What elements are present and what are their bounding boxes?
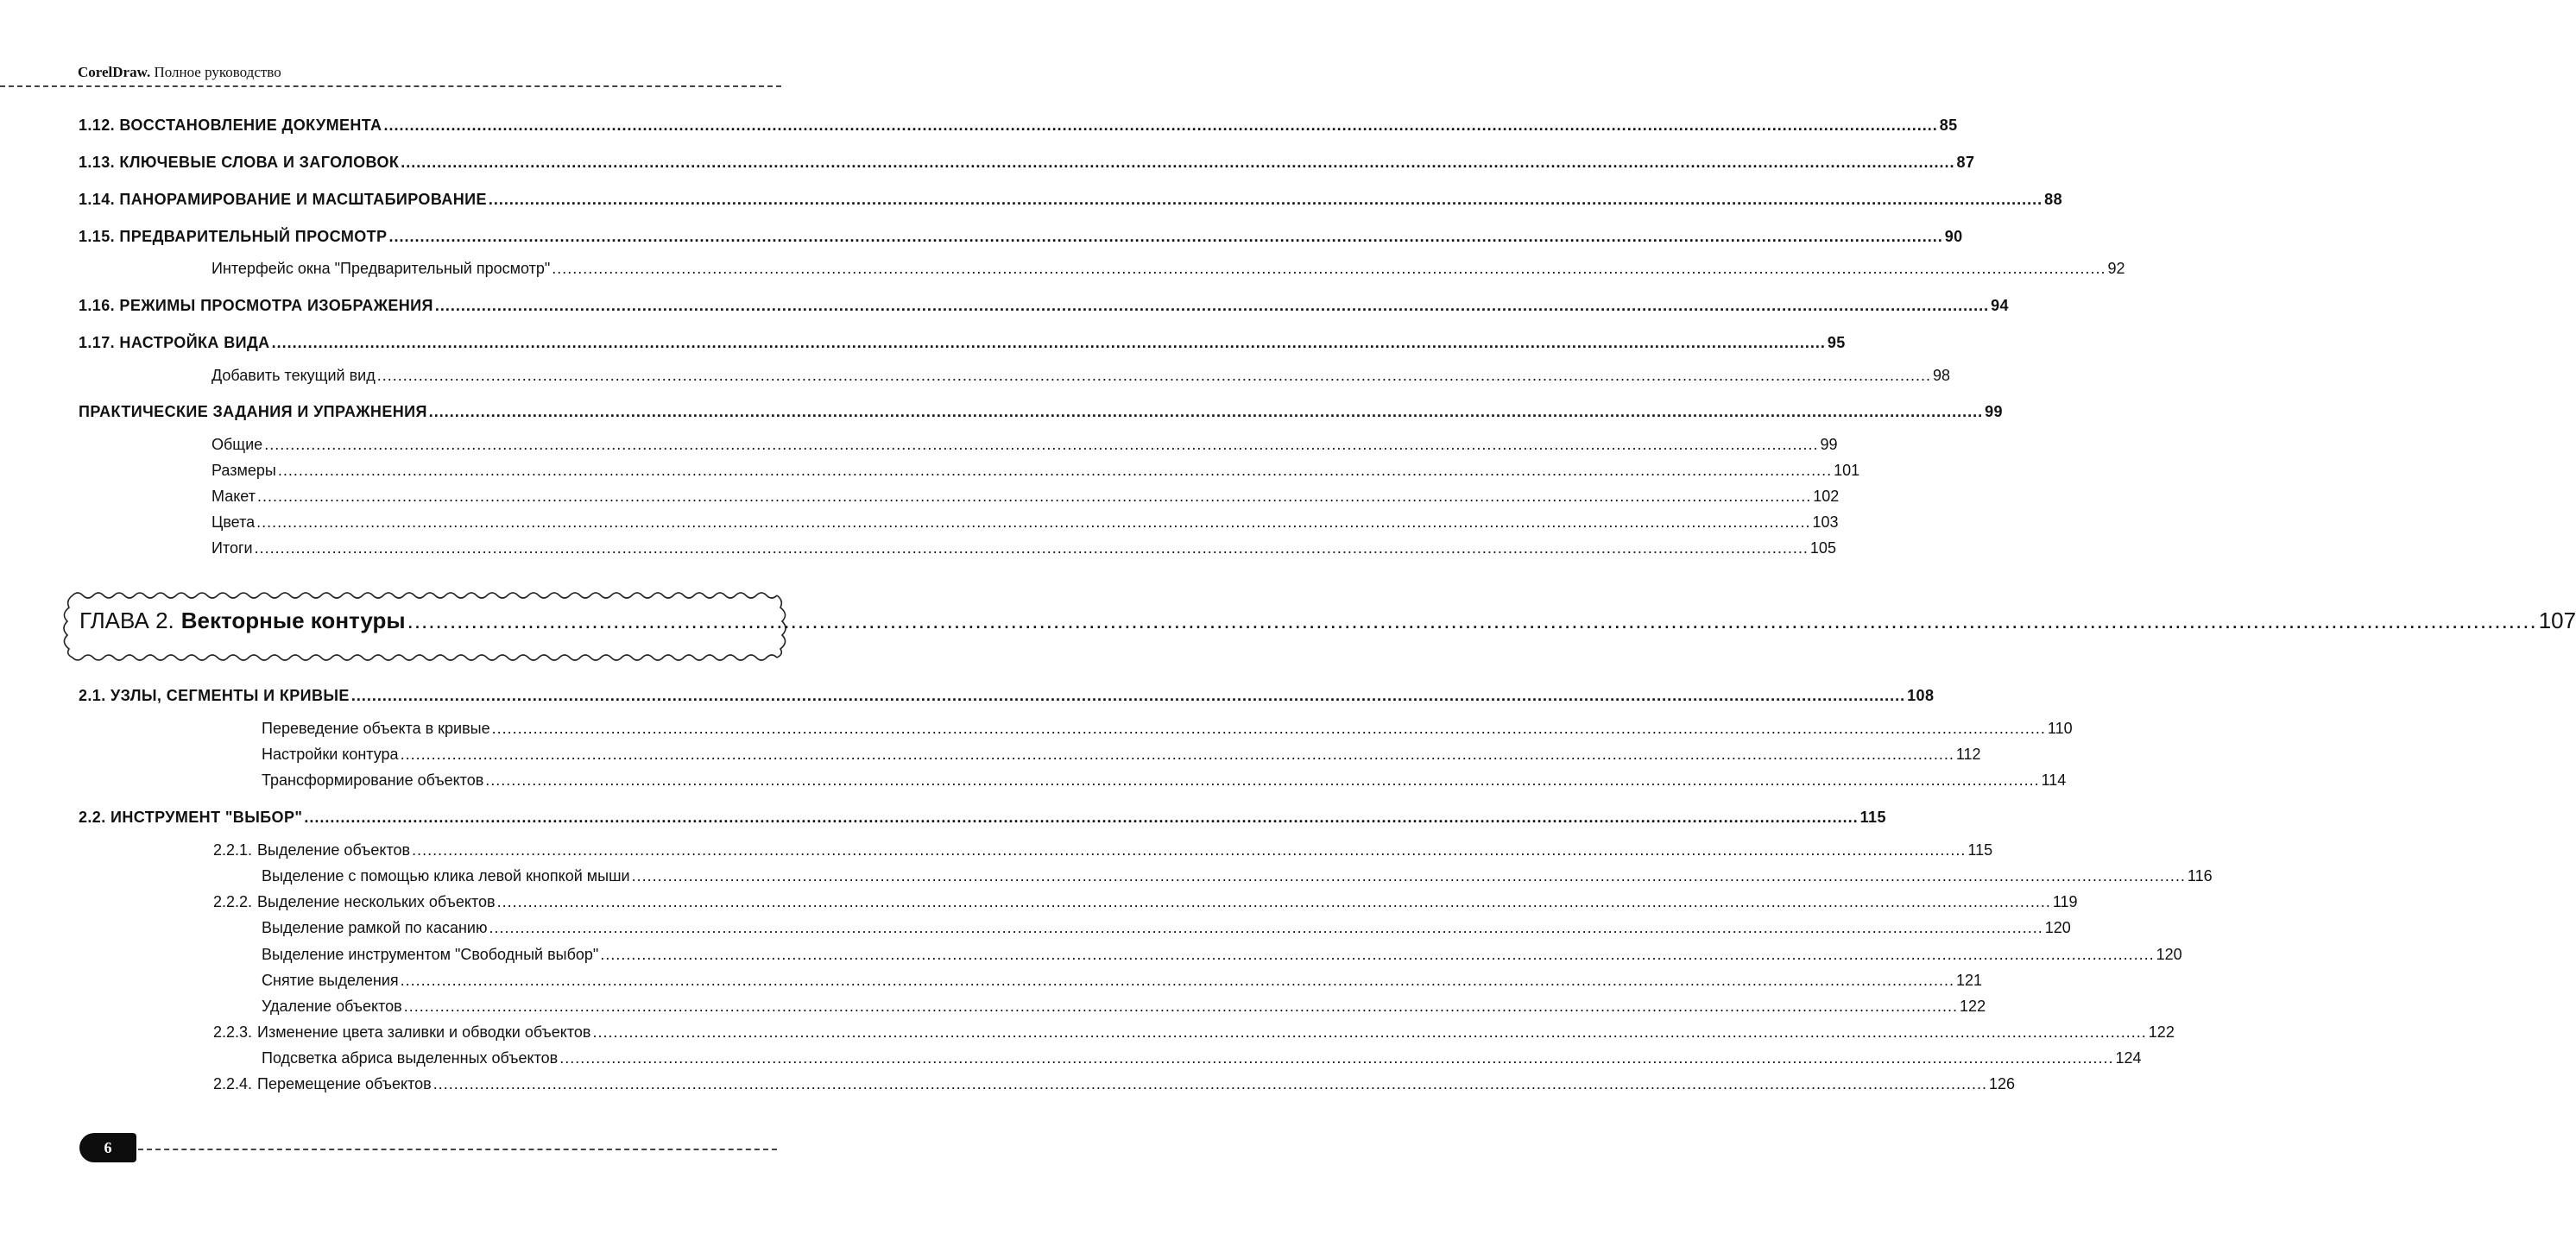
dot-leader: ............................................................................................................................................................................................................................................................................................................ bbox=[383, 116, 1938, 134]
toc-entry-label: 1.16. РЕЖИМЫ ПРОСМОТРА ИЗОБРАЖЕНИЯ bbox=[79, 297, 433, 314]
toc-entry-number: 2.2.2. bbox=[213, 893, 253, 910]
toc-entry-number: 2.2.3. bbox=[213, 1023, 253, 1041]
dot-leader: ............................................................................................................................................................................................................................................................................................................ bbox=[400, 972, 1954, 989]
toc-entry[interactable] bbox=[79, 116, 1958, 135]
dot-leader: ............................................................................................................................................................................................................................................................................................................ bbox=[401, 154, 1955, 171]
toc-entry-label: Размеры bbox=[212, 462, 276, 479]
toc-subentry[interactable] bbox=[262, 919, 2071, 937]
running-header bbox=[78, 64, 281, 81]
dot-leader: ............................................................................................................................................................................................................................................................................................................ bbox=[434, 297, 1990, 314]
toc-entry-page: 122 bbox=[1960, 998, 1986, 1015]
toc-entry-label: 1.13. КЛЮЧЕВЫЕ СЛОВА И ЗАГОЛОВОК bbox=[79, 154, 400, 171]
toc-entry-label: Выделение рамкой по касанию bbox=[262, 919, 488, 936]
dot-leader: ............................................................................................................................................................................................................................................................................................................ bbox=[428, 403, 1984, 420]
toc-entry-label: ПРАКТИЧЕСКИЕ ЗАДАНИЯ И УПРАЖНЕНИЯ bbox=[79, 403, 427, 420]
toc-entry-page: 124 bbox=[2115, 1049, 2142, 1067]
toc-subentry[interactable] bbox=[262, 720, 2073, 738]
dot-leader: ............................................................................................................................................................................................................................................................................................................ bbox=[403, 998, 1959, 1015]
page-number-badge: 6 bbox=[79, 1133, 136, 1162]
toc-entry-label: Удаление объектов bbox=[262, 998, 402, 1015]
toc-entry-label: Выделение с помощью клика левой кнопкой мыши bbox=[262, 867, 630, 885]
toc-entry-page: 110 bbox=[2047, 720, 2073, 737]
toc-entry-label: Выделение нескольких объектов bbox=[257, 893, 496, 910]
toc-entry-label: Изменение цвета заливки и обводки объектов bbox=[257, 1023, 591, 1041]
dot-leader: ............................................................................................................................................................................................................................................................................................................ bbox=[350, 687, 1906, 704]
toc-entry[interactable] bbox=[79, 154, 1975, 172]
toc-entry-page: 119 bbox=[2052, 893, 2078, 910]
toc-entry-page: 103 bbox=[1812, 513, 1839, 531]
toc-entry-page: 126 bbox=[1989, 1075, 2016, 1092]
toc-entry-page: 88 bbox=[2044, 191, 2062, 208]
chapter-heading[interactable] bbox=[79, 608, 2576, 634]
toc-subentry[interactable] bbox=[213, 893, 2078, 911]
toc-subentry[interactable] bbox=[262, 998, 1986, 1016]
toc-entry-number: 2.2.4. bbox=[213, 1075, 253, 1092]
toc-entry-label: Настройки контура bbox=[262, 746, 399, 763]
toc-entry[interactable] bbox=[79, 687, 1935, 705]
toc-entry-label: Перемещение объектов bbox=[257, 1075, 432, 1092]
toc-entry-page: 101 bbox=[1834, 462, 1860, 479]
dot-leader: ............................................................................................................................................................................................................................................................................................................ bbox=[264, 436, 1819, 453]
dot-leader: ............................................................................................................................................................................................................................................................................................................ bbox=[631, 867, 2186, 885]
dot-leader: ............................................................................................................................................................................................................................................................................................................ bbox=[600, 946, 2155, 963]
toc-entry-page: 112 bbox=[1955, 746, 1981, 763]
toc-subentry[interactable] bbox=[212, 488, 1840, 506]
toc-entry-label: Переведение объекта в кривые bbox=[262, 720, 490, 737]
toc-subentry[interactable] bbox=[262, 867, 2213, 885]
toc-entry-label: 1.12. ВОССТАНОВЛЕНИЕ ДОКУМЕНТА bbox=[79, 116, 382, 134]
dot-leader: ............................................................................................................................................................................................................................................................................................................ bbox=[254, 539, 1809, 557]
toc-subentry[interactable] bbox=[212, 367, 1951, 385]
dot-leader: ............................................................................................................................................................................................................................................................................................................ bbox=[277, 462, 1833, 479]
toc-entry-label: Цвета bbox=[212, 513, 256, 531]
dot-leader: ............................................................................................................................................................................................................................................................................................................ bbox=[388, 228, 1943, 245]
toc-entry-label: Выделение объектов bbox=[257, 841, 411, 859]
toc-entry-label: 2.2. ИНСТРУМЕНТ "ВЫБОР" bbox=[79, 809, 303, 826]
toc-subentry[interactable] bbox=[262, 946, 2182, 964]
header-brand: CorelDraw. bbox=[78, 64, 151, 80]
toc-subentry[interactable] bbox=[212, 462, 1860, 480]
toc-entry-page: 116 bbox=[2187, 867, 2213, 885]
toc-entry-page: 122 bbox=[2148, 1023, 2175, 1041]
toc-subentry[interactable] bbox=[212, 513, 1839, 532]
chapter-title: Векторные контуры bbox=[180, 608, 406, 633]
toc-subentry[interactable] bbox=[213, 1075, 2016, 1093]
toc-subentry[interactable] bbox=[262, 771, 2067, 790]
toc-entry-page: 90 bbox=[1944, 228, 1963, 245]
toc-entry-page: 98 bbox=[1933, 367, 1951, 384]
toc-entry-label: 1.17. НАСТРОЙКА ВИДА bbox=[79, 334, 270, 351]
toc-subentry[interactable] bbox=[212, 260, 2125, 278]
toc-entry-page: 121 bbox=[1955, 972, 1983, 989]
toc-entry-label: Выделение инструментом "Свободный выбор" bbox=[262, 946, 599, 963]
toc-entry-page: 115 bbox=[1967, 841, 1993, 859]
toc-entry-label: 1.14. ПАНОРАМИРОВАНИЕ И МАСШТАБИРОВАНИЕ bbox=[79, 191, 487, 208]
toc-subentry[interactable] bbox=[262, 1049, 2142, 1067]
header-divider bbox=[0, 85, 781, 87]
dot-leader: ............................................................................................................................................................................................................................................................................................................ bbox=[400, 746, 1954, 763]
toc-entry-label: 2.1. УЗЛЫ, СЕГМЕНТЫ И КРИВЫЕ bbox=[79, 687, 350, 704]
dot-leader: ............................................................................................................................................................................................................................................................................................................ bbox=[489, 919, 2043, 936]
toc-entry-label: Общие bbox=[212, 436, 263, 453]
dot-leader: ............................................................................................................................................................................................................................................................................................................ bbox=[407, 608, 2537, 633]
dot-leader: ............................................................................................................................................................................................................................................................................................................ bbox=[485, 771, 2040, 789]
toc-entry-page: 85 bbox=[1939, 116, 1958, 134]
toc-entry-page: 105 bbox=[1809, 539, 1836, 557]
dot-leader: ............................................................................................................................................................................................................................................................................................................ bbox=[271, 334, 1826, 351]
toc-entry-label: Макет bbox=[212, 488, 256, 505]
toc-entry-page: 99 bbox=[1985, 403, 2003, 420]
toc-entry-label: Итоги bbox=[212, 539, 253, 557]
toc-entry-label: 1.15. ПРЕДВАРИТЕЛЬНЫЙ ПРОСМОТР bbox=[79, 228, 388, 245]
toc-entry-page: 114 bbox=[2041, 771, 2067, 789]
toc-subentry[interactable] bbox=[212, 436, 1838, 454]
dot-leader: ............................................................................................................................................................................................................................................................................................................ bbox=[412, 841, 1967, 859]
toc-entry[interactable] bbox=[79, 191, 2062, 209]
toc-entry-page: 120 bbox=[2044, 919, 2071, 936]
toc-subentry[interactable] bbox=[262, 972, 1983, 990]
toc-entry-page: 102 bbox=[1813, 488, 1840, 505]
dot-leader: ............................................................................................................................................................................................................................................................................................................ bbox=[488, 191, 2043, 208]
toc-entry[interactable] bbox=[79, 403, 2003, 421]
toc-entry-label: Интерфейс окна "Предварительный просмотр" bbox=[212, 260, 551, 277]
toc-entry-page: 115 bbox=[1859, 809, 1886, 826]
toc-subentry[interactable] bbox=[212, 539, 1836, 557]
toc-entry[interactable] bbox=[79, 228, 1963, 246]
dot-leader: ............................................................................................................................................................................................................................................................................................................ bbox=[432, 1075, 1987, 1092]
chapter-page: 107 bbox=[2538, 608, 2576, 633]
chapter-prefix: ГЛАВА 2. bbox=[79, 608, 174, 633]
toc-entry-label: Подсветка абриса выделенных объектов bbox=[262, 1049, 559, 1067]
toc-entry-page: 108 bbox=[1907, 687, 1935, 704]
toc-entry-page: 87 bbox=[1956, 154, 1975, 171]
toc-subentry[interactable] bbox=[262, 746, 1981, 764]
dot-leader: ............................................................................................................................................................................................................................................................................................................ bbox=[552, 260, 2106, 277]
dot-leader: ............................................................................................................................................................................................................................................................................................................ bbox=[304, 809, 1859, 826]
toc-entry-label: Снятие выделения bbox=[262, 972, 399, 989]
toc-entry-page: 120 bbox=[2156, 946, 2182, 963]
dot-leader: ............................................................................................................................................................................................................................................................................................................ bbox=[592, 1023, 2147, 1041]
toc-subentry[interactable] bbox=[213, 1023, 2175, 1042]
toc-entry-label: Добавить текущий вид bbox=[212, 367, 376, 384]
toc-entry-page: 94 bbox=[1991, 297, 2009, 314]
toc-entry[interactable] bbox=[79, 297, 2009, 315]
toc-entry-page: 92 bbox=[2107, 260, 2125, 277]
dot-leader: ............................................................................................................................................................................................................................................................................................................ bbox=[496, 893, 2051, 910]
toc-entry-label: Трансформирование объектов bbox=[262, 771, 484, 789]
toc-entry-page: 99 bbox=[1820, 436, 1838, 453]
header-subtitle: Полное руководство bbox=[154, 64, 281, 80]
dot-leader: ............................................................................................................................................................................................................................................................................................................ bbox=[256, 513, 1811, 531]
toc-entry-page: 95 bbox=[1827, 334, 1846, 351]
dot-leader: ............................................................................................................................................................................................................................................................................................................ bbox=[376, 367, 1932, 384]
toc-subentry[interactable] bbox=[213, 841, 1993, 859]
footer-divider bbox=[138, 1149, 777, 1150]
toc-entry[interactable] bbox=[79, 334, 1846, 352]
dot-leader: ............................................................................................................................................................................................................................................................................................................ bbox=[559, 1049, 2114, 1067]
dot-leader: ............................................................................................................................................................................................................................................................................................................ bbox=[256, 488, 1812, 505]
toc-entry[interactable] bbox=[79, 809, 1886, 827]
dot-leader: ............................................................................................................................................................................................................................................................................................................ bbox=[491, 720, 2046, 737]
toc-entry-number: 2.2.1. bbox=[213, 841, 253, 859]
